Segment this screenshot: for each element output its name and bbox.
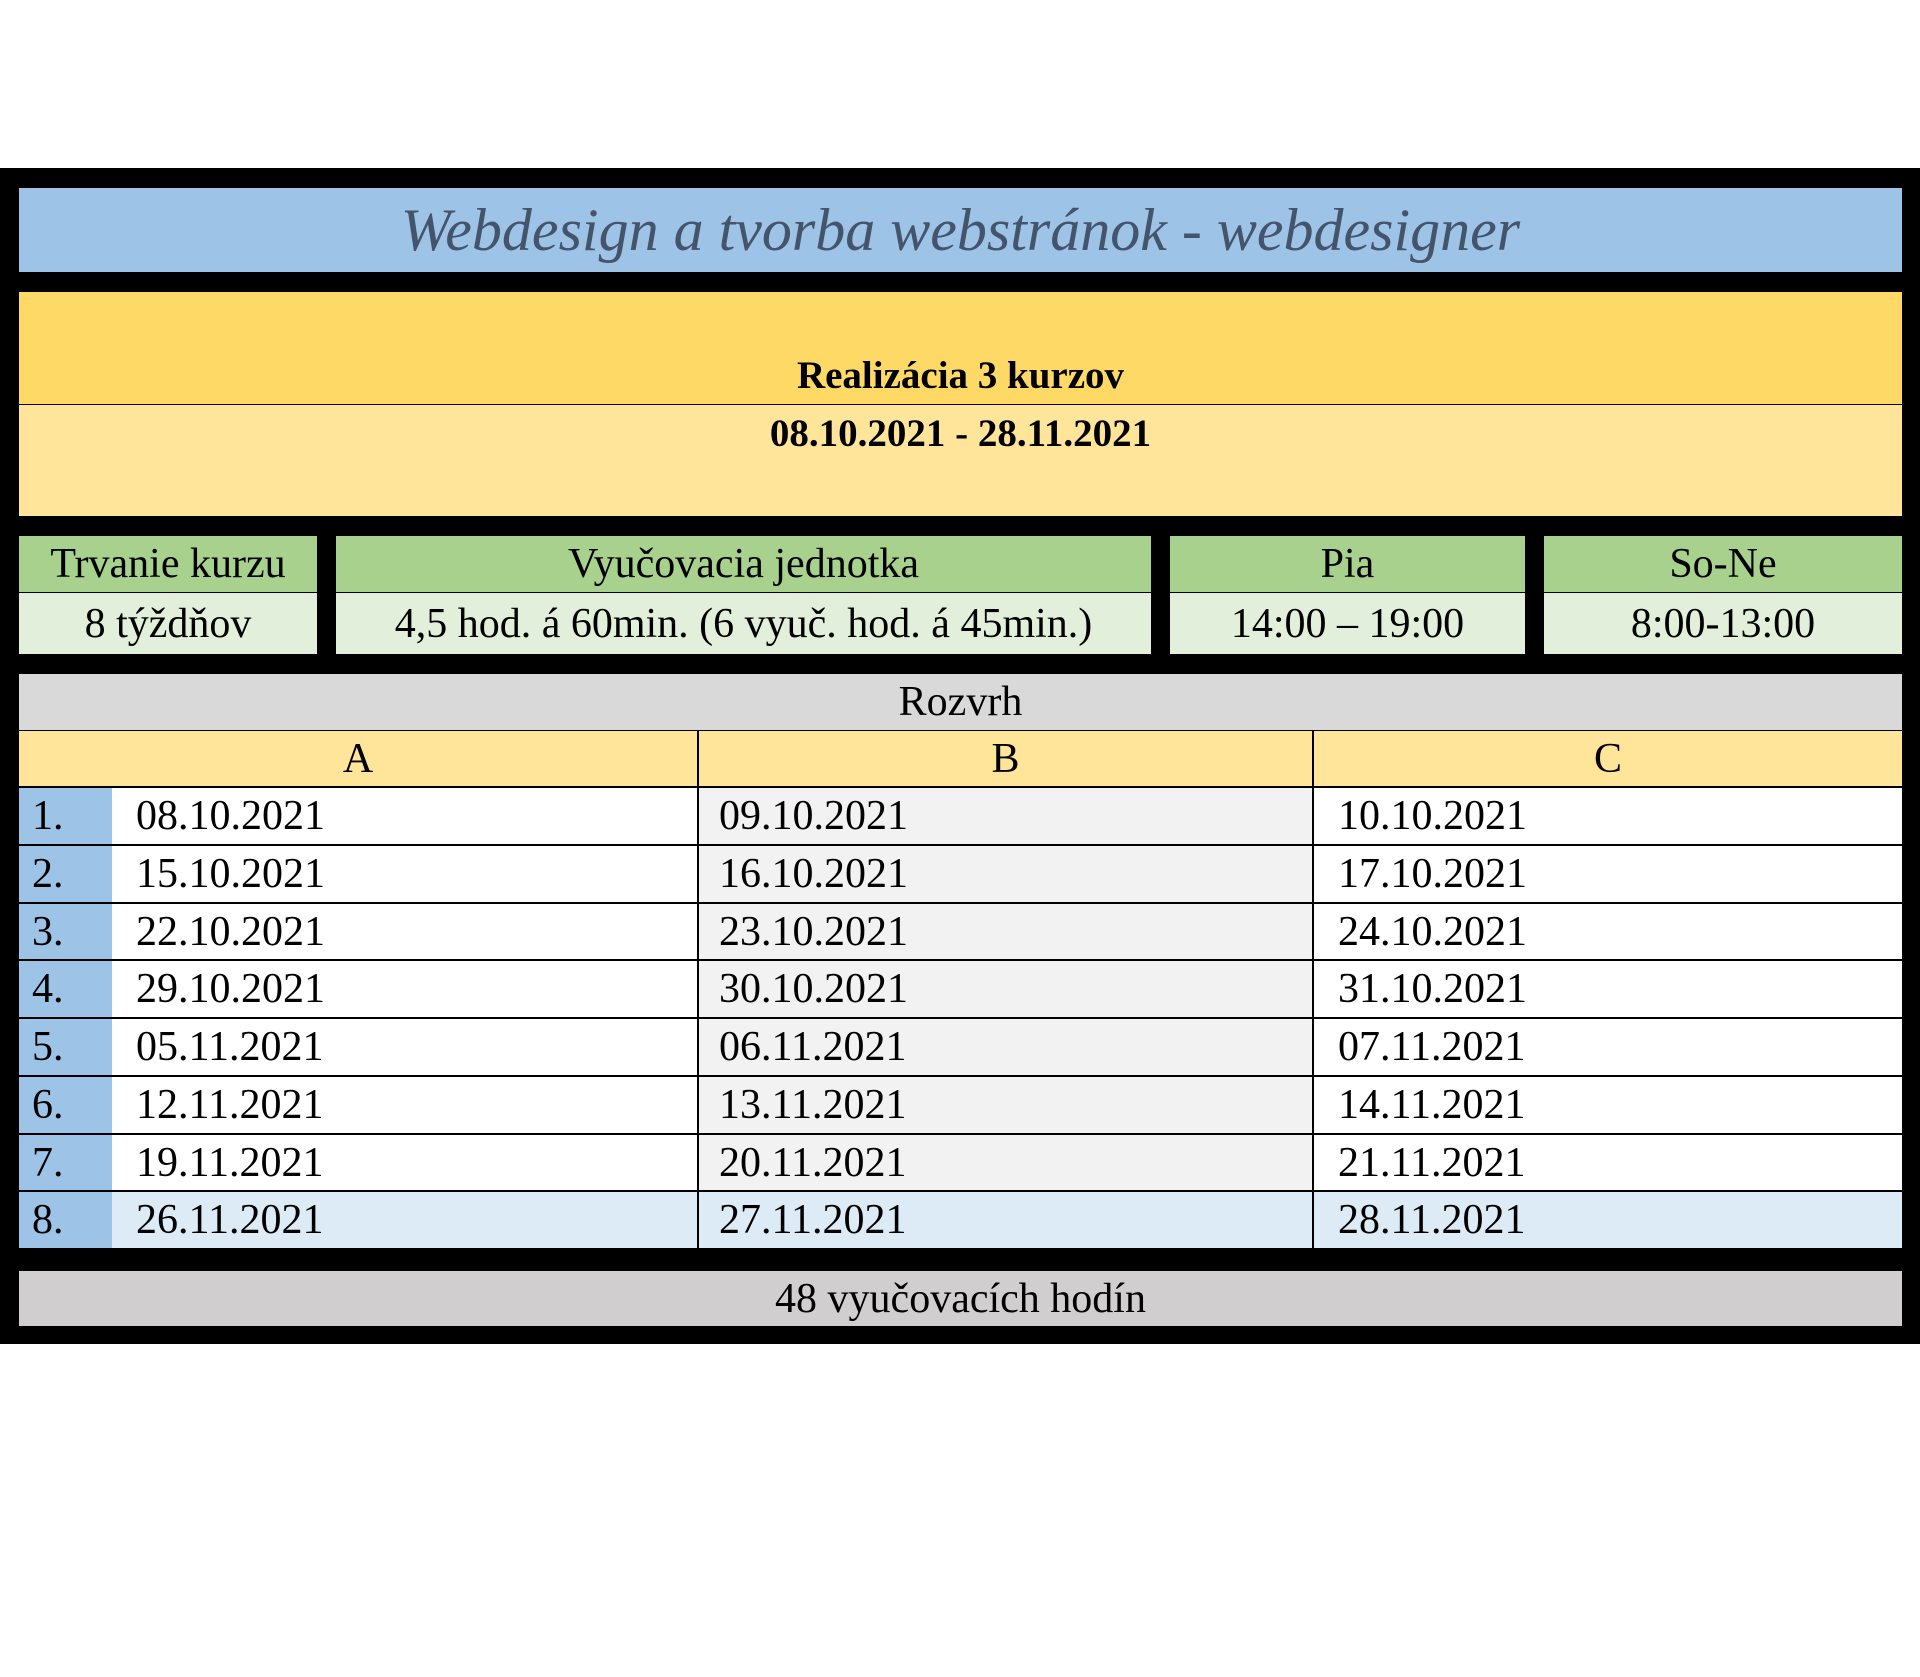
lesson-unit-value: 4,5 hod. á 60min. (6 vyuč. hod. á 45min.) [336,593,1151,654]
column-c-header: C [1314,731,1902,786]
date-cell-b: 30.10.2021 [699,961,1312,1017]
date-cell-c: 14.11.2021 [1314,1077,1902,1133]
date-cell-a: 26.11.2021 [112,1192,697,1248]
realization-label: Realizácia 3 kurzov [19,292,1902,404]
date-cell-c: 31.10.2021 [1314,961,1902,1017]
date-cell-c: 17.10.2021 [1314,846,1902,902]
weekend-header: So-Ne [1544,536,1902,592]
date-cell-c: 10.10.2021 [1314,788,1902,844]
duration-value: 8 týždňov [19,593,317,654]
date-cell-a: 22.10.2021 [112,904,697,959]
lesson-unit-header: Vyučovacia jednotka [336,536,1151,592]
date-cell-b: 16.10.2021 [699,846,1312,902]
date-cell-a: 19.11.2021 [112,1135,697,1190]
row-number: 1. [19,788,112,844]
row-number: 4. [19,961,112,1017]
column-b-header: B [699,731,1312,786]
row-number: 7. [19,1135,112,1190]
date-cell-b: 13.11.2021 [699,1077,1312,1133]
duration-header: Trvanie kurzu [19,536,317,592]
row-number: 3. [19,904,112,959]
date-cell-a: 29.10.2021 [112,961,697,1017]
date-cell-a: 12.11.2021 [112,1077,697,1133]
column-a-header: A [19,731,697,786]
weekend-time: 8:00-13:00 [1544,593,1902,654]
date-cell-b: 20.11.2021 [699,1135,1312,1190]
course-title: Webdesign a tvorba webstránok - webdesigner [19,188,1902,272]
date-cell-c: 21.11.2021 [1314,1135,1902,1190]
schedule-label: Rozvrh [19,674,1902,730]
row-number: 2. [19,846,112,902]
date-cell-b: 27.11.2021 [699,1192,1312,1248]
date-cell-a: 08.10.2021 [112,788,697,844]
date-cell-c: 24.10.2021 [1314,904,1902,959]
date-cell-a: 15.10.2021 [112,846,697,902]
date-cell-b: 23.10.2021 [699,904,1312,959]
total-hours: 48 vyučovacích hodín [19,1271,1902,1326]
row-number: 6. [19,1077,112,1133]
date-cell-c: 28.11.2021 [1314,1192,1902,1248]
date-cell-b: 09.10.2021 [699,788,1312,844]
date-cell-a: 05.11.2021 [112,1019,697,1075]
date-cell-c: 07.11.2021 [1314,1019,1902,1075]
course-period: 08.10.2021 - 28.11.2021 [19,405,1902,516]
friday-header: Pia [1170,536,1525,592]
row-number: 8. [19,1192,112,1248]
row-number: 5. [19,1019,112,1075]
date-cell-b: 06.11.2021 [699,1019,1312,1075]
course-table [0,168,1920,1344]
friday-time: 14:00 – 19:00 [1170,593,1525,654]
